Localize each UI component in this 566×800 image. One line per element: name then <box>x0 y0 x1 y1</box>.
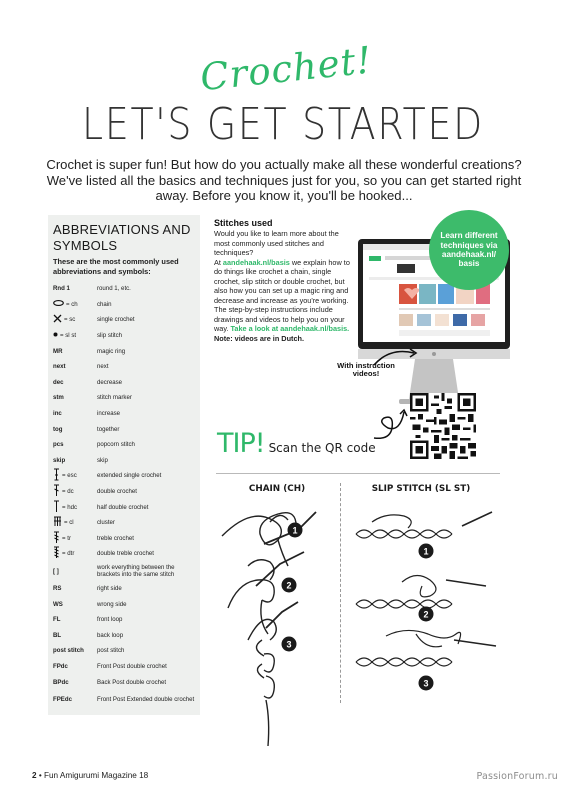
esc-symbol-icon <box>53 468 60 483</box>
stitch-symbol-key <box>53 531 71 546</box>
stitches-used-section <box>214 218 352 344</box>
dtr-symbol-icon <box>53 546 60 561</box>
abbreviation-row <box>53 643 195 659</box>
abbreviations-panel <box>48 215 200 715</box>
tip-text: Scan the QR code <box>268 441 376 455</box>
cl-symbol-icon <box>53 516 62 529</box>
abbreviation-meaning: treble crochet <box>97 534 134 542</box>
abbreviation-row <box>53 546 195 562</box>
abbreviation-key: inc <box>53 410 62 418</box>
abbreviation-key: MR <box>53 347 63 355</box>
stitches-p1: Would you like to learn more about the most commonly used stitches and techniques? <box>214 229 339 258</box>
stitch-symbol-key <box>53 484 74 499</box>
step-badge-slip-3 <box>418 675 434 691</box>
abbreviation-meaning: post stitch <box>97 647 125 655</box>
abbreviation-key: dec <box>53 378 64 386</box>
abbreviation-row <box>53 359 195 375</box>
abbreviation-meaning: right side <box>97 584 122 592</box>
abbreviation-meaning: magic ring <box>97 347 126 355</box>
hdc-symbol-icon <box>53 500 60 515</box>
dc-symbol-icon <box>53 484 60 499</box>
stitches-title: Stitches used <box>214 218 273 228</box>
abbreviation-row <box>53 499 195 515</box>
stitches-p2-body: we explain how to do things like crochet a chain, single crochet, slip stitch or double crochet, but also how you can set up a magic ring and decrease and increase as you're working. The step-by-step instructions include drawings and videos to help you on your way. <box>214 257 350 334</box>
abbreviation-meaning: Front Post double crochet <box>97 662 167 670</box>
abbreviation-key: = ch <box>66 300 78 308</box>
section-divider <box>216 473 500 474</box>
stitch-symbol-key <box>53 500 77 515</box>
magazine-name: Fun Amigurumi Magazine 18 <box>44 771 149 780</box>
abbreviation-row <box>53 312 195 328</box>
script-title: Crochet! <box>198 38 375 100</box>
abbreviation-key: = cl <box>64 519 74 527</box>
abbreviation-row <box>53 596 195 612</box>
abbreviation-meaning: single crochet <box>97 316 135 324</box>
abbreviation-key: stm <box>53 394 64 402</box>
stitch-symbol-key <box>53 516 74 529</box>
abbreviation-key: pcs <box>53 441 64 449</box>
abbreviation-meaning: decrease <box>97 378 123 386</box>
abbreviation-row <box>53 375 195 391</box>
abbreviation-meaning: double crochet <box>97 488 137 496</box>
step-badge-slip-2 <box>418 606 434 622</box>
abbreviation-row <box>53 281 195 297</box>
abbreviations-title: ABBREVIATIONS AND SYMBOLS <box>53 222 191 253</box>
tip-label: TIP! <box>217 428 265 459</box>
abbreviation-key: RS <box>53 584 62 592</box>
abbreviation-key: FPEdc <box>53 695 72 703</box>
abbreviation-key: FL <box>53 616 61 624</box>
basis-link[interactable]: aandehaak.nl/basis <box>222 257 290 267</box>
abbreviation-key: = tr <box>62 534 71 542</box>
stitch-symbol-key <box>53 314 75 325</box>
abbreviation-key: = dtr <box>62 550 75 558</box>
abbreviation-key: BPdc <box>53 678 69 686</box>
step-badge-chain-2 <box>281 577 297 593</box>
stitch-symbol-key <box>53 332 76 339</box>
oval-symbol-icon <box>53 300 64 308</box>
step-number: 2 <box>286 580 292 591</box>
chain-diagram <box>218 500 338 750</box>
tr-symbol-icon <box>53 531 60 546</box>
step-badge-chain-1 <box>287 522 303 538</box>
abbreviation-key: tog <box>53 425 63 433</box>
abbreviations-table <box>53 281 195 709</box>
abbreviation-meaning: increase <box>97 410 121 418</box>
tip-heading <box>217 428 376 459</box>
abbreviation-row <box>53 437 195 453</box>
abbreviation-meaning: slip stitch <box>97 332 123 340</box>
abbreviation-key: Rnd 1 <box>53 285 70 293</box>
abbreviation-key: = dc <box>62 488 74 496</box>
stitch-symbol-key <box>53 300 78 308</box>
abbreviation-row <box>53 690 195 709</box>
stitches-p2-prefix: At <box>214 257 223 267</box>
step-badge-slip-1 <box>418 543 434 559</box>
step-number: 1 <box>292 525 298 536</box>
abbreviation-meaning: together <box>97 425 120 433</box>
abbreviation-key: WS <box>53 600 63 608</box>
step-number: 3 <box>423 678 429 689</box>
abbreviation-row <box>53 515 195 531</box>
stitches-body <box>214 229 352 344</box>
abbreviation-row <box>53 406 195 422</box>
stitch-symbol-key <box>53 468 77 483</box>
abbreviation-meaning: chain <box>97 300 112 308</box>
abbreviation-row <box>53 421 195 437</box>
instruction-videos-label: With instruction videos! <box>337 361 395 379</box>
abbreviation-key: = sc <box>64 316 76 324</box>
abbreviation-row <box>53 627 195 643</box>
abbreviation-key: = hdc <box>62 503 78 511</box>
abbreviation-row <box>53 297 195 313</box>
abbreviation-meaning: front loop <box>97 616 123 624</box>
abbreviation-key: = sl st <box>60 332 77 340</box>
abbreviation-key: BL <box>53 631 62 639</box>
abbreviation-meaning: cluster <box>97 519 115 527</box>
slip-stitch-diagram <box>346 500 502 700</box>
abbreviation-meaning: popcorn stitch <box>97 441 135 449</box>
abbreviation-key: FPdc <box>53 662 68 670</box>
abbreviation-key: [ ] <box>53 567 59 575</box>
watermark: PassionForum.ru <box>476 771 558 782</box>
abbreviation-row <box>53 581 195 597</box>
abbreviation-key: = esc <box>62 472 77 480</box>
abbreviation-meaning: skip <box>97 456 108 464</box>
abbreviation-meaning: stitch marker <box>97 394 132 402</box>
abbreviation-row <box>53 328 195 344</box>
abbreviation-row <box>53 343 195 359</box>
abbreviation-row <box>53 562 195 581</box>
chain-heading: CHAIN (CH) <box>248 484 306 494</box>
abbreviation-key: next <box>53 363 66 371</box>
stitch-symbol-key <box>53 546 74 561</box>
abbreviation-row <box>53 531 195 547</box>
dutch-note: Note: videos are in Dutch. <box>214 334 305 344</box>
abbreviation-meaning: Front Post Extended double crochet <box>97 695 195 703</box>
abbreviation-meaning: round 1, etc. <box>97 285 131 293</box>
abbreviation-row <box>53 674 195 690</box>
abbreviation-row <box>53 484 195 500</box>
intro-text: Crochet is super fun! But how do you actually make all these wonderful creations? We've listed all the basics and techniques just for you, so you can get started right away. Before you know it, you'll be hooked... <box>46 157 522 203</box>
abbreviation-meaning: half double crochet <box>97 503 149 511</box>
abbreviation-meaning: work everything between the brackets into the same stitch <box>97 564 175 579</box>
step-number: 2 <box>423 609 429 620</box>
footer-bullet: • <box>38 771 42 780</box>
abbreviation-row <box>53 468 195 484</box>
step-badge-chain-3 <box>281 636 297 652</box>
page-number: 2 <box>32 771 37 780</box>
qr-code[interactable] <box>410 393 476 459</box>
curved-arrow-icon <box>366 345 426 375</box>
dot-symbol-icon <box>53 332 58 339</box>
page-title: LET'S GET STARTED <box>82 99 484 150</box>
loop-arrow-icon <box>370 402 410 444</box>
abbreviations-subtitle: These are the most commonly used abbreviations and symbols: <box>53 257 179 276</box>
abbreviation-meaning: wrong side <box>97 600 127 608</box>
abbreviation-key: post stitch <box>53 647 84 655</box>
abbreviation-meaning: extended single crochet <box>97 472 162 480</box>
abbreviation-row <box>53 612 195 628</box>
step-number: 3 <box>286 639 292 650</box>
abbreviation-row <box>53 453 195 469</box>
x-symbol-icon <box>53 314 62 325</box>
abbreviation-meaning: back loop <box>97 631 124 639</box>
abbreviation-row <box>53 390 195 406</box>
basis-link-2[interactable]: Take a look at aandehaak.nl/basis. <box>230 324 350 334</box>
abbreviation-row <box>53 659 195 675</box>
abbreviation-meaning: Back Post double crochet <box>97 678 167 686</box>
page-footer <box>32 771 148 780</box>
abbreviation-meaning: next <box>97 363 109 371</box>
slip-stitch-heading: SLIP STITCH (SL ST) <box>371 484 471 494</box>
step-number: 1 <box>423 546 429 557</box>
column-divider <box>340 483 341 703</box>
learn-techniques-badge[interactable]: Learn different techniques via aandehaak.nl/ basis <box>429 210 509 290</box>
abbreviation-key: skip <box>53 456 66 464</box>
abbreviation-meaning: double treble crochet <box>97 550 154 558</box>
